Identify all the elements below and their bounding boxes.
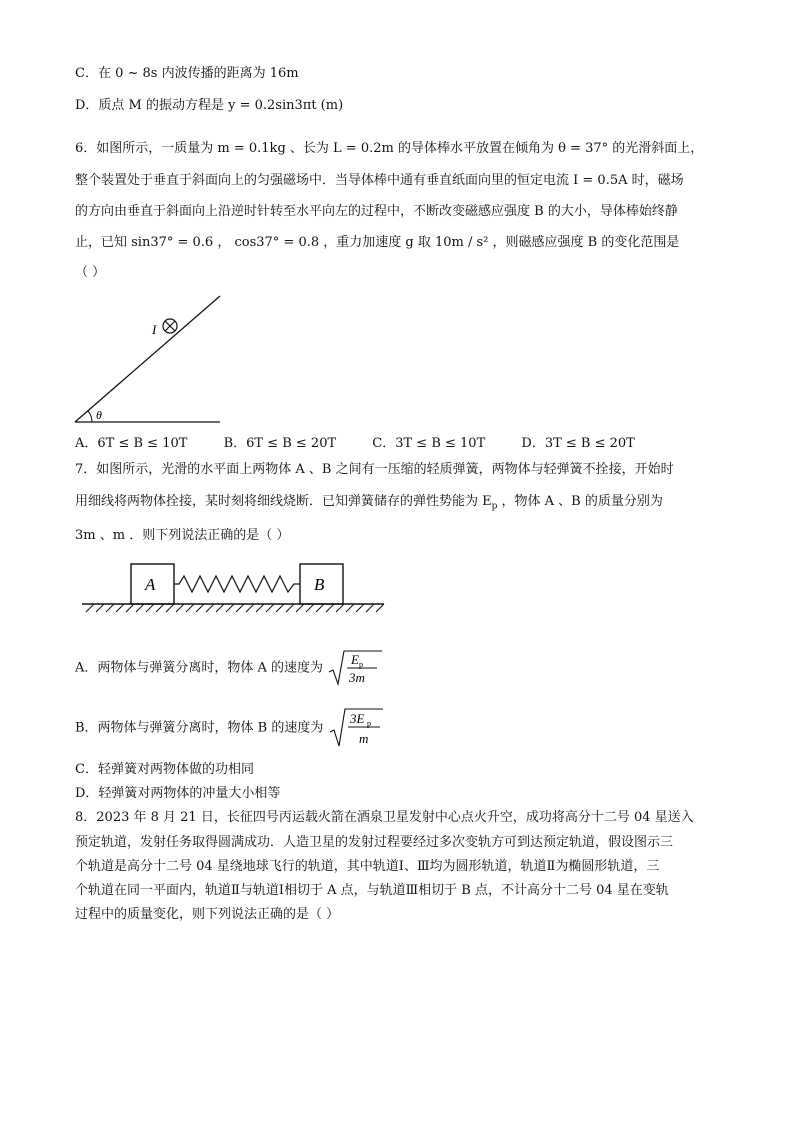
- q8-stem-line3: 个轨道是高分十二号 04 星绕地球飞行的轨道，其中轨道Ⅰ、Ⅲ均为圆形轨道，轨道Ⅱ为椭圆形轨道，三: [75, 859, 660, 874]
- spring: [174, 576, 300, 592]
- block-b-label: B: [314, 575, 325, 594]
- q7-option-c: C．轻弹簧对两物体做的功相同: [75, 762, 254, 777]
- q8-stem-line1: 8．2023 年 8 月 21 日，长征四号丙运载火箭在酒泉卫星发射中心点火升空，成功将高分十二号 04 星送入: [75, 810, 694, 825]
- q7-stem-line1: 7．如图所示，光滑的水平面上两物体 A 、B 之间有一压缩的轻质弹簧，两物体与轻弹簧不拴接，开始时: [75, 462, 674, 477]
- q7-option-b: B．两物体与弹簧分离时，物体 B 的速度为 3E p m: [75, 706, 384, 750]
- q8-stem-line4: 个轨道在同一平面内，轨道Ⅱ与轨道Ⅰ相切于 A 点，与轨道Ⅲ相切于 B 点，不计高分十二号 04 星在变轨: [75, 883, 669, 898]
- incline-figure: [70, 292, 230, 426]
- q5-option-d: D．质点 M 的振动方程是 y = 0.2sin3πt (m): [75, 98, 344, 113]
- q6-answer-bracket: （ ）: [75, 265, 106, 280]
- sqrt-ep-over-3m: [327, 648, 383, 688]
- q7-option-d: D．轻弹簧对两物体的冲量大小相等: [75, 786, 281, 801]
- svg-text:p: p: [366, 719, 371, 728]
- svg-text:p: p: [359, 660, 364, 669]
- q6-stem-line4: 止，已知 sin37° = 0.6 ， cos37° = 0.8 ，重力加速度 g 取 10m / s² ，则磁感应强度 B 的变化范围是: [75, 235, 680, 250]
- q6-stem-line3: 的方向由垂直于斜面向上沿逆时针转至水平向左的过程中，不断改变磁感应强度 B 的大小，导体棒始终静: [75, 204, 678, 219]
- q7-stem-line3: 3m 、m ．则下列说法正确的是（ ）: [75, 528, 290, 543]
- q8-stem-line2: 预定轨道，发射任务取得圆满成功．人造卫星的发射过程要经过多次变轨方可到达预定轨道，假设图示三: [75, 835, 674, 850]
- spring-figure: [82, 560, 386, 620]
- q7-option-a: A．两物体与弹簧分离时，物体 A 的速度为 E p 3m: [75, 648, 383, 688]
- q6-stem-line2: 整个装置处于垂直于斜面向上的匀强磁场中．当导体棒中通有垂直纸面向里的恒定电流 I = 0.5A 时，磁场: [75, 173, 684, 188]
- svg-text:3m: 3m: [349, 670, 366, 685]
- q6-stem-line1: 6．如图所示，一质量为 m = 0.1kg 、长为 L = 0.2m 的导体棒水平放置在倾角为 θ = 37° 的光滑斜面上，: [75, 141, 704, 156]
- incline-surface: [75, 296, 220, 422]
- q6-option-d: D．3T ≤ B ≤ 20T: [521, 436, 635, 451]
- q7-stem-line2: 用细线将两物体拴接，某时刻将细线烧断．已知弹簧储存的弹性势能为 $E_p$ ，物体 A 、B 的质量分别为: [75, 494, 663, 512]
- svg-text:m: m: [358, 731, 368, 746]
- q8-stem-line5: 过程中的质量变化，则下列说法正确的是（ ）: [75, 907, 340, 922]
- block-a-label: A: [145, 575, 156, 594]
- q5-option-c: C．在 0 ~ 8s 内波传播的距离为 16m: [75, 66, 299, 81]
- sqrt-3ep-over-m: [328, 706, 384, 750]
- q6-options: [75, 432, 667, 451]
- angle-arc: [88, 411, 92, 422]
- ground-hatching: [86, 604, 384, 612]
- q6-option-c: C．3T ≤ B ≤ 10T: [372, 436, 486, 451]
- svg-text:E: E: [351, 652, 360, 667]
- svg-text:3E: 3E: [349, 711, 364, 726]
- q6-option-b: B．6T ≤ B ≤ 20T: [223, 436, 337, 451]
- current-label: I: [152, 322, 157, 337]
- q6-option-a: A．6T ≤ B ≤ 10T: [75, 436, 188, 451]
- theta-label: θ: [96, 408, 102, 422]
